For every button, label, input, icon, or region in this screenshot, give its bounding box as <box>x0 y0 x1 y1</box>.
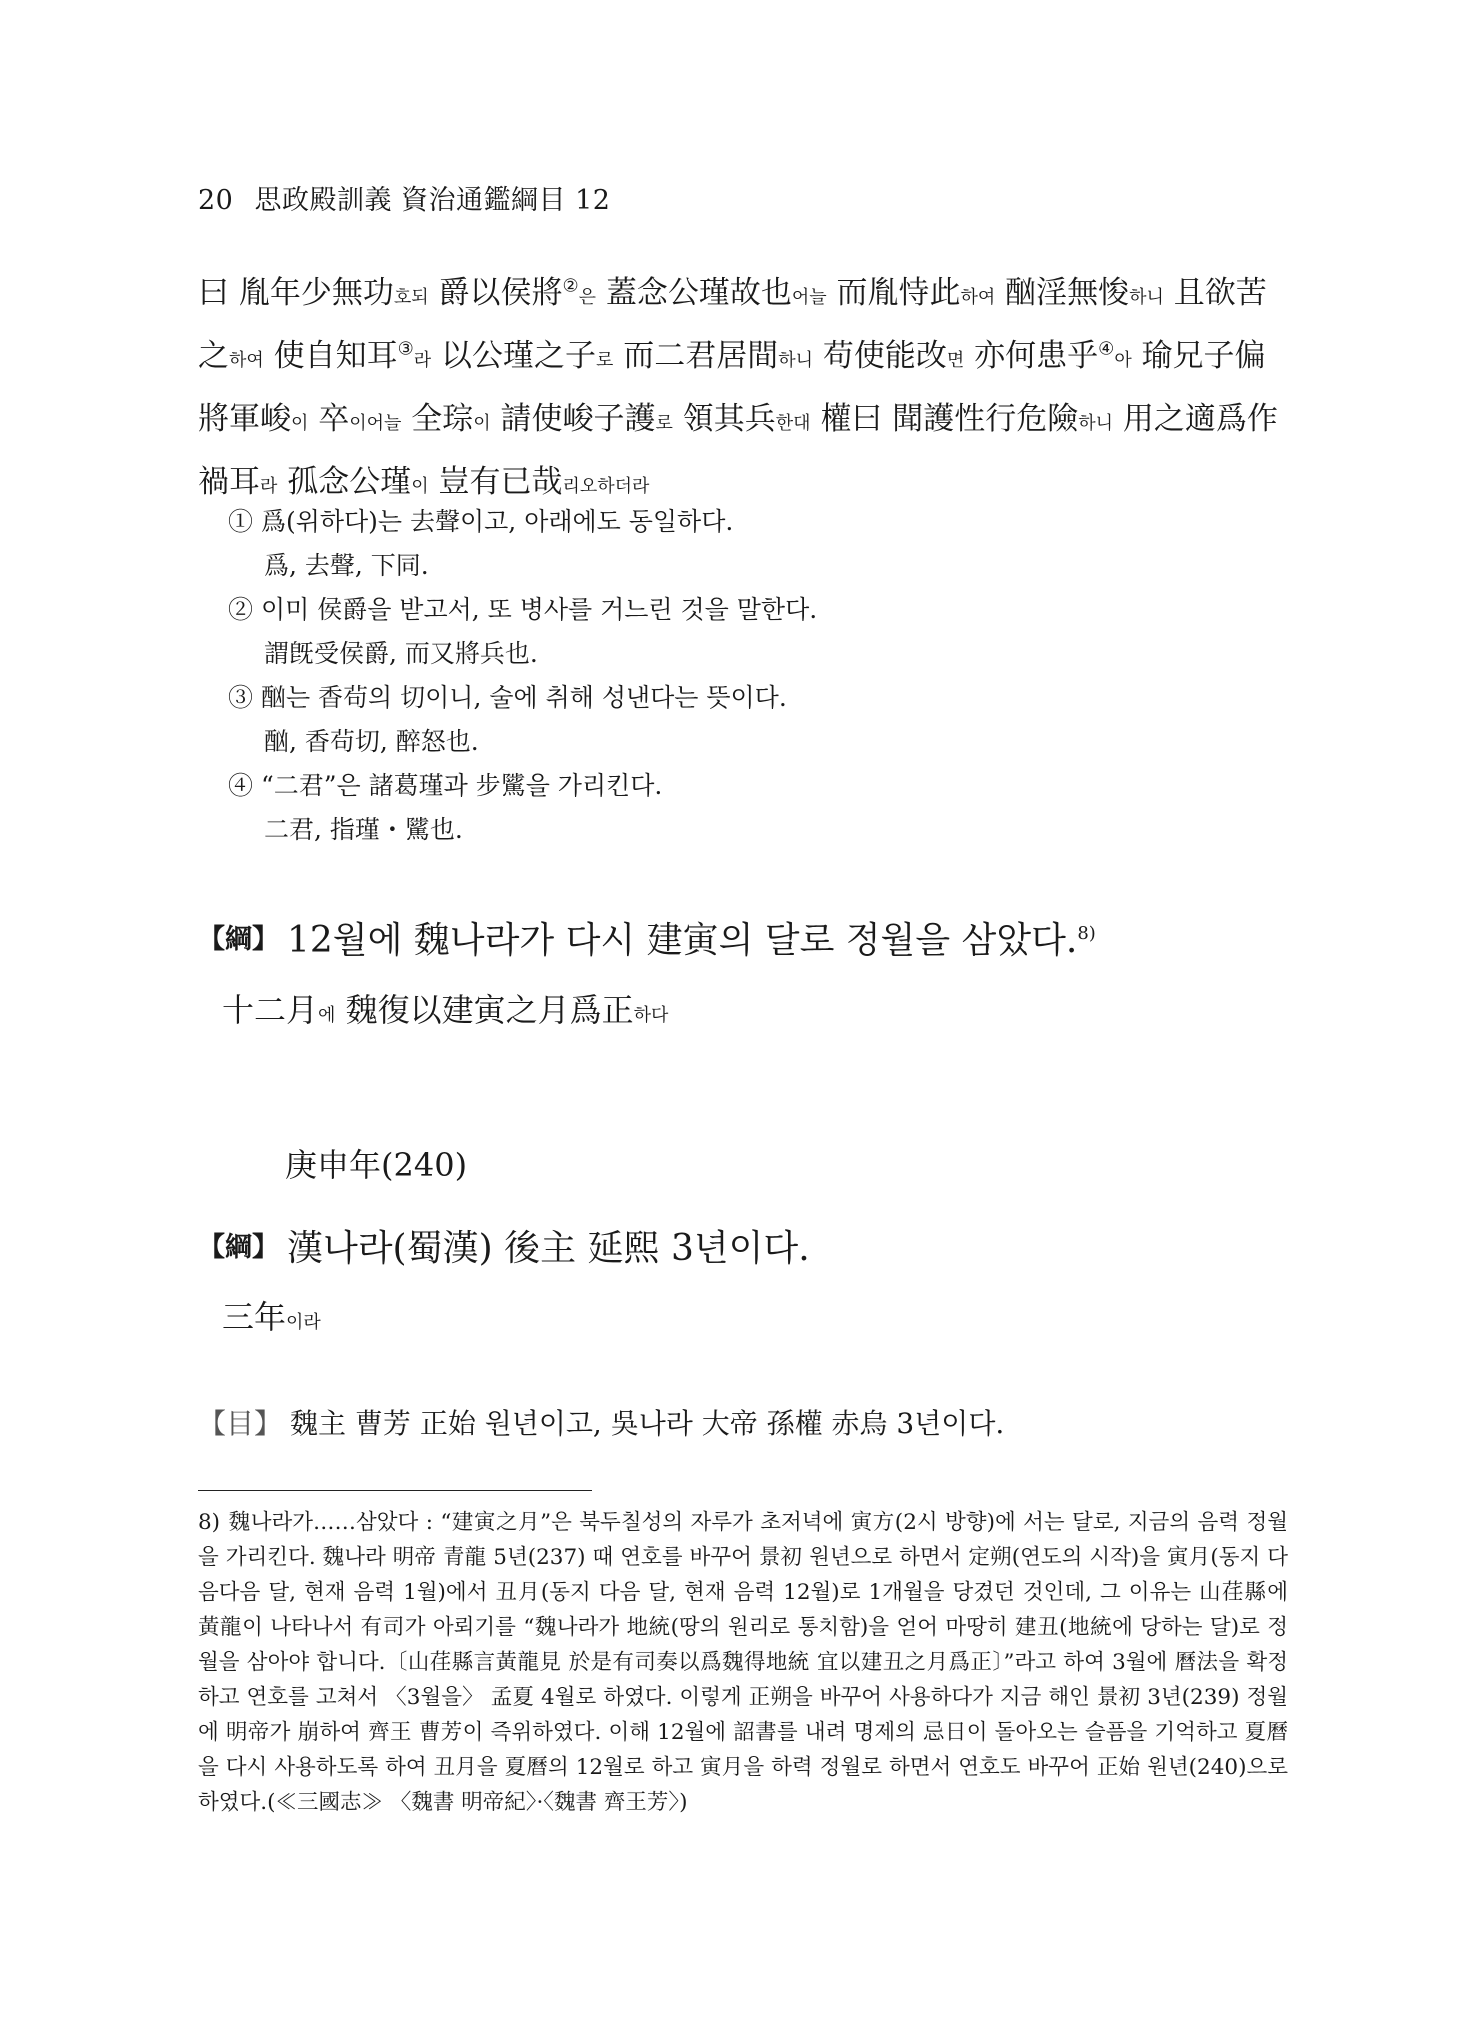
text-segment: 十二月 <box>222 991 319 1029</box>
text-segment: 領其兵 <box>672 401 776 437</box>
mok-entry <box>198 1402 1288 1442</box>
book-title: 思政殿訓義 資治通鑑綱目 12 <box>254 185 611 216</box>
note-korean: ④ “二君”은 諸葛瑾과 步騭을 가리킨다. <box>228 771 663 800</box>
particle: 로 <box>655 413 673 434</box>
gang-hanmun-2 <box>222 1292 321 1338</box>
particle: 아 <box>1114 350 1132 371</box>
text-segment: 卒 <box>308 401 350 437</box>
particle: 하여 <box>229 350 264 371</box>
particle: 하여 <box>960 287 996 308</box>
particle: 어늘 <box>791 287 827 308</box>
text-segment: 瑜兄子偏將軍峻 <box>198 338 1266 437</box>
note-hanmun: 酗, 香茍切, 醉怒也. <box>264 727 479 756</box>
text-segment: 孤念公瑾 <box>277 464 412 500</box>
particle: 면 <box>946 350 965 371</box>
particle: 하다 <box>633 1005 669 1026</box>
footnote-reference[interactable]: 8) <box>1077 923 1096 944</box>
mok-text: 魏主 曹芳 正始 원년이고, 吳나라 大帝 孫權 赤烏 3년이다. <box>290 1407 1005 1440</box>
gang-translation: 漢나라(蜀漢) 後主 延熙 3년이다. <box>287 1228 810 1269</box>
text-segment: 酗淫無悛 <box>995 275 1130 311</box>
gang-entry-1 <box>198 912 1288 963</box>
particle: 하니 <box>778 350 814 371</box>
gang-tag: 【綱】 <box>198 924 279 955</box>
note-item <box>228 676 1288 764</box>
text-segment: 爵以侯將 <box>428 275 563 311</box>
particle: 이 <box>291 413 309 434</box>
mok-tag: 【目】 <box>198 1407 283 1440</box>
text-segment: 曰 胤年少無功 <box>198 275 394 311</box>
page-number: 20 <box>198 185 234 216</box>
particle: 리오하더라 <box>562 476 650 497</box>
note-hanmun: 爲, 去聲, 下同. <box>264 551 429 580</box>
particle: 라 <box>413 350 432 371</box>
note-korean: ② 이미 侯爵을 받고서, 또 병사를 거느린 것을 말한다. <box>228 595 818 624</box>
particle: 하니 <box>1129 287 1164 308</box>
note-item <box>228 764 1288 852</box>
note-korean: ③ 酗는 香茍의 切이니, 술에 취해 성낸다는 뜻이다. <box>228 683 787 712</box>
particle: 라 <box>260 476 278 497</box>
text-segment: 三年 <box>222 1298 287 1336</box>
gang-hanmun-1 <box>222 985 668 1031</box>
gang-tag: 【綱】 <box>198 1232 279 1263</box>
annotation-notes <box>228 500 1288 852</box>
note-marker: ③ <box>397 338 414 360</box>
text-segment: 請使峻子護 <box>490 401 656 437</box>
particle: 이어늘 <box>349 413 402 434</box>
text-segment: 使自知耳 <box>263 338 398 374</box>
particle: 이 <box>411 476 429 497</box>
particle: 호되 <box>393 287 429 308</box>
particle: 하니 <box>1078 413 1114 434</box>
text-segment: 苟使能改 <box>813 338 947 374</box>
particle: 한대 <box>775 413 811 434</box>
note-hanmun: 二君, 指瑾・騭也. <box>264 815 463 844</box>
particle: 은 <box>578 287 597 308</box>
text-segment: 亦何患乎 <box>964 338 1099 374</box>
note-item <box>228 500 1288 588</box>
note-korean: ① 爲(위하다)는 去聲이고, 아래에도 동일하다. <box>228 507 734 536</box>
particle: 로 <box>596 350 614 371</box>
particle: 이라 <box>286 1312 321 1333</box>
footnote-mark: 8) <box>198 1510 221 1535</box>
gang-translation: 12월에 魏나라가 다시 建寅의 달로 정월을 삼았다. <box>287 920 1078 961</box>
note-marker: ④ <box>1098 338 1115 360</box>
gang-entry-2 <box>198 1220 1288 1271</box>
note-item <box>228 588 1288 676</box>
note-marker: ② <box>562 275 579 297</box>
particle: 이 <box>473 413 491 434</box>
text-segment: 用之適爲作禍耳 <box>198 401 1278 500</box>
text-segment: 魏復以建寅之月爲正 <box>335 991 634 1029</box>
text-segment: 而二君居間 <box>613 338 779 374</box>
text-segment: 全琮 <box>401 401 474 437</box>
hanmun-passage <box>198 264 1288 516</box>
footnote-8 <box>198 1505 1288 1820</box>
text-segment: 而胤恃此 <box>826 275 961 311</box>
text-segment: 蓋念公瑾故也 <box>596 275 792 311</box>
year-heading: 庚申年(240) <box>285 1146 468 1184</box>
text-segment: 以公瑾之子 <box>431 338 597 374</box>
note-hanmun: 謂旣受侯爵, 而又將兵也. <box>264 639 538 668</box>
footnote-text: 魏나라가……삼았다 : “建寅之月”은 북두칠성의 자루가 초저녁에 寅方(2시 방향)에 서는 달로, 지금의 음력 정월을 가리킨다. 魏나라 明帝 青龍 5년(237) 때 연호를 바꾸어 景初 원년으로 하면서 定朔(연도의 시작)을 寅月(동지 다음다음 달, 현재 음력 1월)에서 丑月(동지 다음 달, 현재 음력 12월)로 1개월을 당겼던 것인데, 그 이유는 山荏縣에 黃龍이 나타나서 有司가 아뢰기를 “魏나라가 地統(땅의 원리로 통치함)을 얻어 마땅히 建丑(地統에 당하는 달)로 정월을 삼아야 합니다.〔山荏縣言黃龍見 於是有司奏以爲魏得地統 宜以建丑之月爲正〕”라고 하여 3월에 曆法을 확정하고 연호를 고쳐서 〈3월을〉 孟夏 4월로 하였다. 이렇게 正朔을 바꾸어 사용하다가 지금 해인 景初 3년(239) 정월에 明帝가 崩하여 齊王 曹芳이 즉위하였다. 이해 12월에 詔書를 내려 명제의 忌日이 돌아오는 슬픔을 기억하고 夏曆을 다시 사용하도록 하여 丑月을 夏曆의 12월로 하고 寅月을 하력 정월로 하면서 연호도 바꾸어 正始 원년(240)으로 하였다.(≪三國志≫ 〈魏書 明帝紀〉·〈魏書 齊王芳〉) <box>198 1510 1288 1815</box>
page-header <box>198 178 610 217</box>
particle: 에 <box>318 1005 336 1026</box>
text-segment: 權曰 聞護性行危險 <box>810 401 1079 437</box>
footnote-divider <box>198 1490 592 1491</box>
text-segment: 豈有已哉 <box>428 464 563 500</box>
text-segment: 且欲苦之 <box>198 275 1267 374</box>
